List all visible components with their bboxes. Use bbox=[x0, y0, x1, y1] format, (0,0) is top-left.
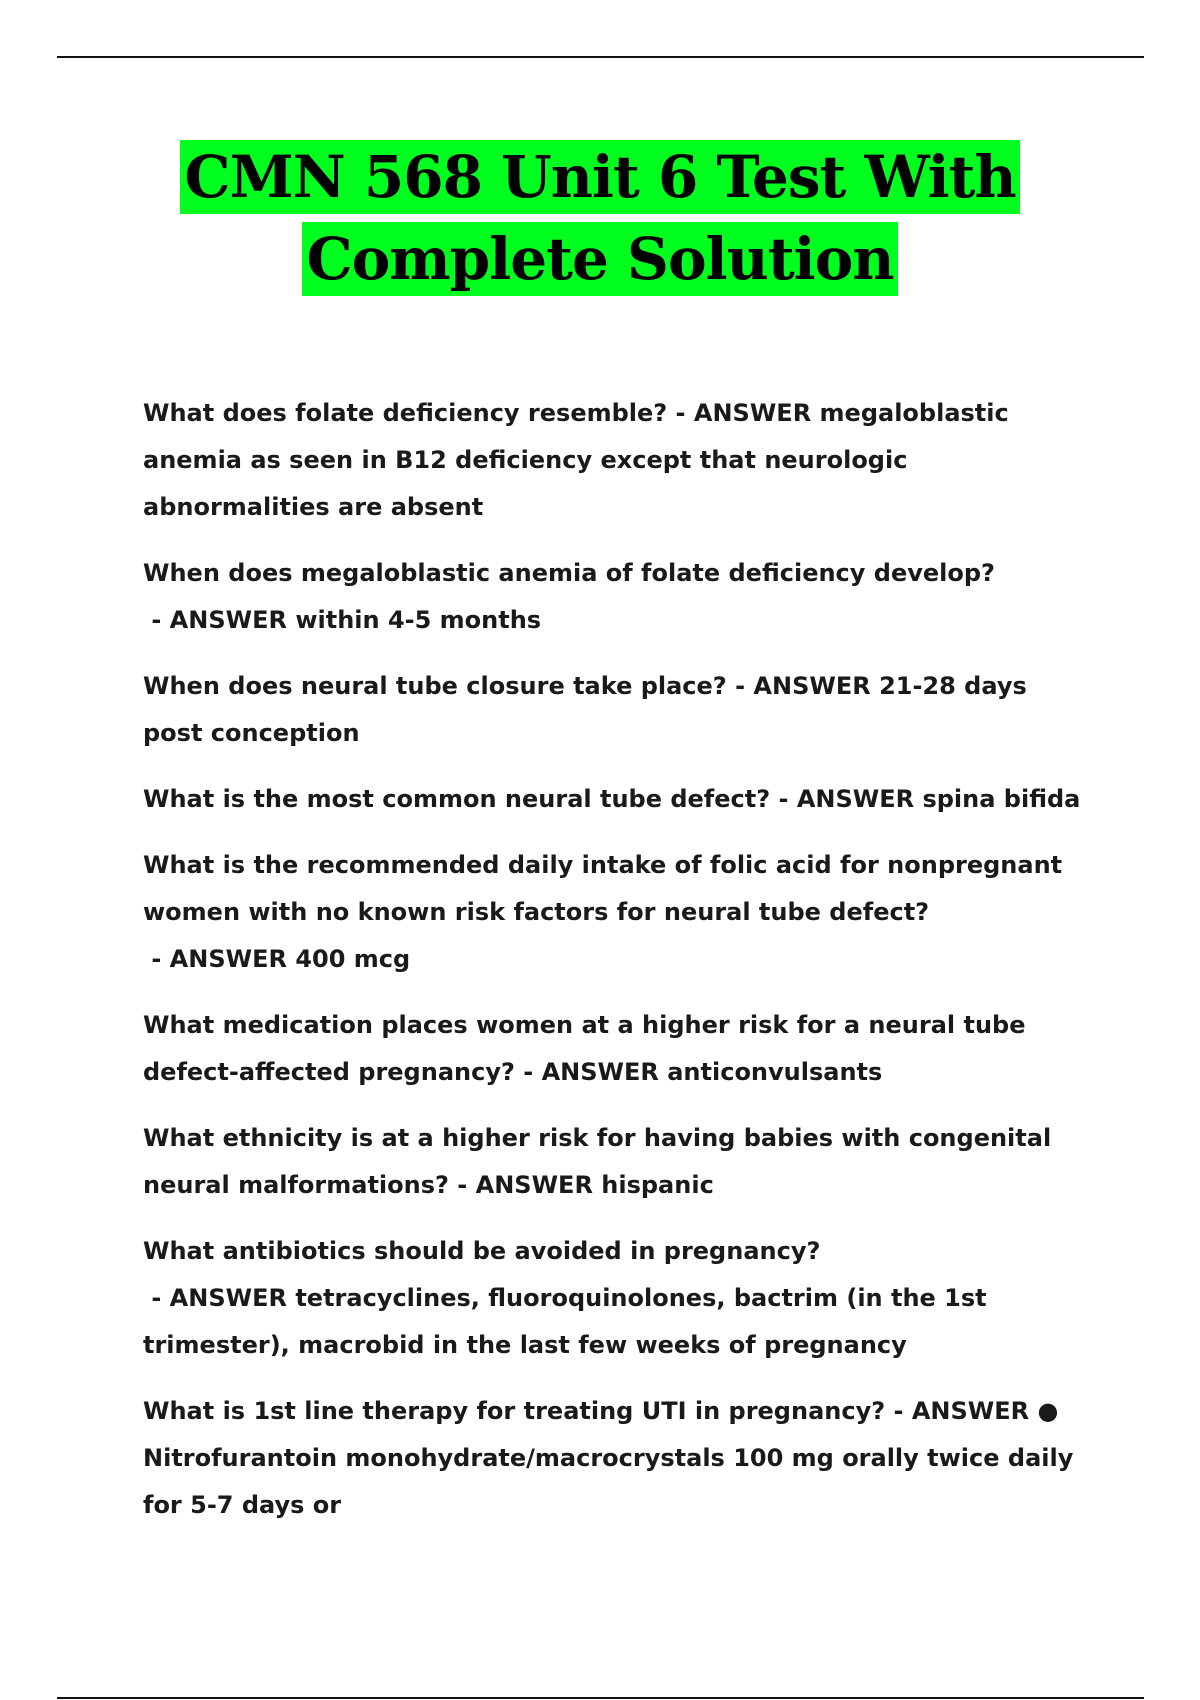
qa-item bbox=[143, 1388, 1093, 1529]
qa-item bbox=[143, 390, 1093, 531]
top-rule bbox=[57, 56, 1144, 58]
answer-separator: - ANSWER bbox=[770, 785, 923, 813]
answer-separator: - ANSWER bbox=[448, 1171, 602, 1199]
qa-item bbox=[143, 1002, 1093, 1096]
qa-item bbox=[143, 776, 1093, 823]
document-title bbox=[0, 140, 1200, 304]
qa-item bbox=[143, 1115, 1093, 1209]
title-line-2: Complete Solution bbox=[302, 222, 897, 296]
answer-separator: - ANSWER bbox=[514, 1058, 668, 1086]
question: What does folate deficiency resemble? bbox=[143, 399, 668, 427]
answer: ● Nitrofurantoin monohydrate/macrocrystals 100 mg orally twice daily for 5-7 days or bbox=[143, 1397, 1074, 1519]
question: What medication places women at a higher risk for a neural tube defect-affected pregnancy? bbox=[143, 1011, 1026, 1086]
question: What antibiotics should be avoided in pregnancy? bbox=[143, 1237, 821, 1265]
question: When does megaloblastic anemia of folate deficiency develop? bbox=[143, 559, 995, 587]
qa-list bbox=[143, 390, 1093, 1548]
answer: tetracyclines, fluoroquinolones, bactrim (in the 1st trimester), macrobid in the last few weeks of pregnancy bbox=[143, 1284, 987, 1359]
answer: 21-28 days post conception bbox=[143, 672, 1027, 747]
answer-separator: - ANSWER bbox=[667, 399, 820, 427]
answer-separator: - ANSWER bbox=[143, 606, 296, 634]
answer: anticonvulsants bbox=[667, 1058, 883, 1086]
question: What ethnicity is at a higher risk for having babies with congenital neural malformations? bbox=[143, 1124, 1052, 1199]
question: What is the recommended daily intake of folic acid for nonpregnant women with no known risk factors for neural tube defect? bbox=[143, 851, 1063, 926]
qa-item bbox=[143, 1228, 1093, 1369]
answer-separator: - ANSWER bbox=[726, 672, 880, 700]
question: What is the most common neural tube defect? bbox=[143, 785, 771, 813]
answer: hispanic bbox=[601, 1171, 714, 1199]
qa-item bbox=[143, 663, 1093, 757]
answer: 400 mcg bbox=[295, 945, 411, 973]
qa-item bbox=[143, 842, 1093, 983]
answer: within 4-5 months bbox=[295, 606, 542, 634]
answer: spina bifida bbox=[922, 785, 1081, 813]
answer: megaloblastic anemia as seen in B12 deficiency except that neurologic abnormalities are absent bbox=[143, 399, 1009, 521]
answer-separator: - ANSWER bbox=[143, 1284, 296, 1312]
answer-separator: - ANSWER bbox=[143, 945, 296, 973]
bottom-rule bbox=[57, 1697, 1144, 1699]
question: When does neural tube closure take place? bbox=[143, 672, 727, 700]
answer-separator: - ANSWER bbox=[885, 1397, 1038, 1425]
qa-item bbox=[143, 550, 1093, 644]
question: What is 1st line therapy for treating UTI in pregnancy? bbox=[143, 1397, 886, 1425]
title-line-1: CMN 568 Unit 6 Test With bbox=[180, 140, 1019, 214]
